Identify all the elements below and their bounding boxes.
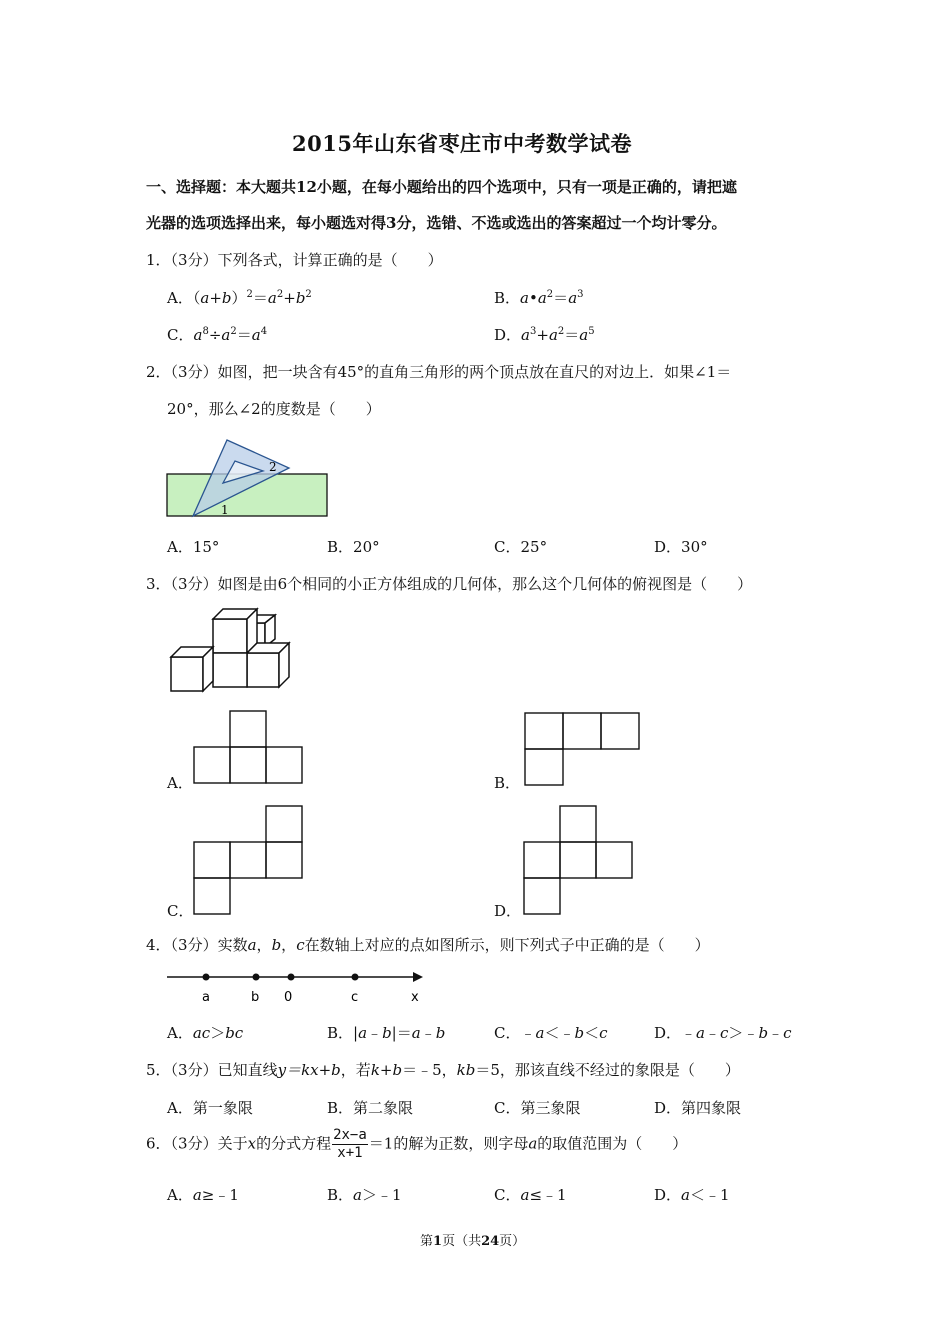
axis-label-x: x xyxy=(411,990,419,1005)
q1-stem: 1．（3分）下列各式，计算正确的是（ ） xyxy=(146,251,443,269)
q5-stem: 5．（3分）已知直线y＝kx+b，若k+b＝﹣5，kb＝5，那该直线不经过的象限是（ ） xyxy=(146,1061,740,1079)
q4-option-d: D．﹣a﹣c＞﹣b﹣c xyxy=(654,1024,792,1042)
section-heading-line2: 光器的选项选择出来，每小题选对得3分，选错、不选或选出的答案超过一个均计零分。 xyxy=(146,214,727,232)
q4-number-line xyxy=(165,966,430,1006)
q6-stem: 6．（3分）关于x的分式方程 $\frac{2x-a}{x+1}$ ＝1的解为正数，则字母a的取值范围为（ ） xyxy=(146,1127,688,1161)
q1-option-a: A．$(a+b)^2=a^2+b^2$ xyxy=(167,289,312,307)
q2-option-d: D．30° xyxy=(654,538,708,556)
axis-label-zero: 0 xyxy=(284,990,293,1005)
q3-option-a: A． xyxy=(167,774,193,792)
axis-label-a: a xyxy=(202,990,210,1005)
q5-option-c: C．第三象限 xyxy=(494,1099,581,1117)
q6-fraction: $\frac{2x-a}{x+1}$ xyxy=(333,1127,367,1161)
q2-ruler-triangle-figure xyxy=(165,434,335,520)
point-c xyxy=(352,974,359,981)
q4-option-c: C．﹣a＜﹣b＜c xyxy=(494,1024,608,1042)
q4-option-a: A．ac＞bc xyxy=(167,1024,244,1042)
q5-option-d: D．第四象限 xyxy=(654,1099,742,1117)
q6-option-d: D．a＜﹣1 xyxy=(654,1186,730,1204)
q6-option-b: B．a＞﹣1 xyxy=(327,1186,402,1204)
q3-stem: 3．（3分）如图是由6个相同的小正方体组成的几何体，那么这个几何体的俯视图是（ ） xyxy=(146,575,753,593)
q1-option-b: B．$a•a^2=a^3$ xyxy=(494,289,584,307)
axis-label-b: b xyxy=(251,990,260,1005)
q3-option-c-figure xyxy=(192,804,304,916)
q3-option-d: D． xyxy=(494,902,522,920)
q3-cube-solid-figure xyxy=(165,605,290,695)
q2-option-c: C．25° xyxy=(494,538,548,556)
q4-option-b: B．|a﹣b|＝a﹣b xyxy=(327,1024,446,1042)
q2-option-a: A．15° xyxy=(167,538,220,556)
q1-option-c: C．$a^8\div a^2=a^4$ xyxy=(167,326,268,344)
q6-option-c: C．a≤﹣1 xyxy=(494,1186,567,1204)
q5-option-a: A．第一象限 xyxy=(167,1099,253,1117)
section-heading-line1: 一、选择题：本大题共12小题，在每小题给出的四个选项中，只有一项是正确的，请把遮 xyxy=(146,178,737,196)
q3-option-a-figure xyxy=(192,709,304,787)
q5-option-b: B．第二象限 xyxy=(327,1099,414,1117)
angle-2-label: 2 xyxy=(269,460,277,474)
q4-stem: 4．（3分）实数a，b，c在数轴上对应的点如图所示，则下列式子中正确的是（ ） xyxy=(146,936,710,954)
point-b xyxy=(253,974,260,981)
q2-stem-line2: 20°，那么∠2的度数是（ ） xyxy=(167,400,381,418)
q3-option-b: B． xyxy=(494,774,521,792)
q2-stem-line1: 2．（3分）如图，把一块含有45°的直角三角形的两个顶点放在直尺的对边上．如果∠1＝ xyxy=(146,363,732,381)
q1-option-d: D．$a^3+a^2=a^5$ xyxy=(494,326,595,344)
axis-label-c: c xyxy=(351,990,359,1005)
q6-option-a: A．a≥﹣1 xyxy=(167,1186,239,1204)
point-a xyxy=(203,974,210,981)
q2-option-b: B．20° xyxy=(327,538,380,556)
q3-option-c: C． xyxy=(167,902,194,920)
page-footer: 第1页（共24页） xyxy=(420,1234,526,1249)
point-zero xyxy=(288,974,295,981)
angle-1-label: 1 xyxy=(221,503,229,517)
q3-option-b-figure xyxy=(523,711,641,787)
q3-option-d-figure xyxy=(522,804,634,916)
page-title: 2015年山东省枣庄市中考数学试卷 xyxy=(292,131,632,156)
